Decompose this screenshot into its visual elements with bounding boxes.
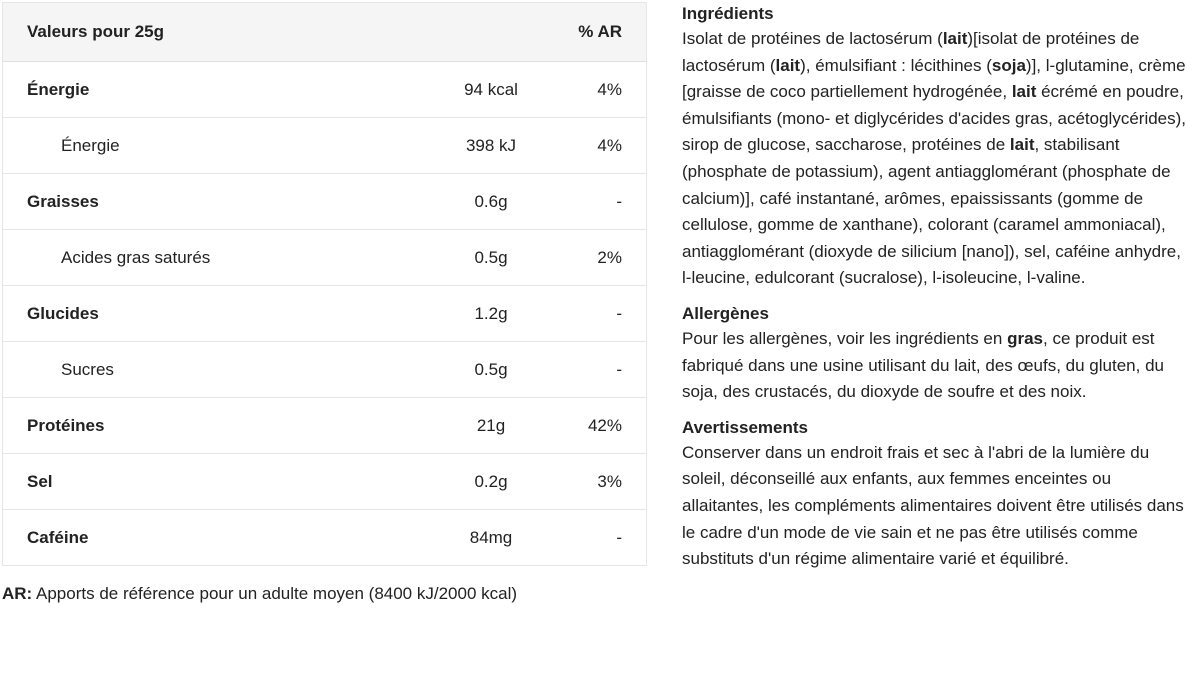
nutrient-ar: - bbox=[571, 286, 647, 342]
nutrient-value: 398 kJ bbox=[411, 118, 571, 174]
table-header-row bbox=[3, 3, 647, 62]
nutrition-table bbox=[2, 2, 647, 566]
table-row bbox=[3, 398, 647, 454]
nutrition-table-body bbox=[3, 62, 647, 566]
nutrient-value: 0.2g bbox=[411, 454, 571, 510]
nutrient-name: Glucides bbox=[3, 286, 412, 342]
nutrient-ar: 42% bbox=[571, 398, 647, 454]
table-row bbox=[3, 342, 647, 398]
allergen-highlight: soja bbox=[991, 55, 1026, 75]
nutrient-value: 0.5g bbox=[411, 230, 571, 286]
allergen-highlight: lait bbox=[1011, 82, 1037, 102]
text-segment: )[isolat de protéines de lactosérum ( bbox=[682, 29, 1140, 75]
nutrient-value: 0.6g bbox=[411, 174, 571, 230]
text-segment: Pour les allergènes, voir les ingrédients en bbox=[682, 328, 1008, 348]
allergen-highlight: lait bbox=[942, 29, 968, 48]
allergen-highlight: gras bbox=[1007, 328, 1043, 348]
warnings-title: Avertissements bbox=[682, 417, 808, 437]
allergen-highlight: lait bbox=[775, 55, 801, 75]
ingredients-title: Ingrédients bbox=[682, 4, 774, 23]
nutrient-name: Caféine bbox=[3, 510, 412, 566]
allergen-highlight: lait bbox=[1009, 135, 1035, 155]
allergens-title: Allergènes bbox=[682, 303, 769, 323]
text-segment: , ce produit est fabriqué dans une usine utilisant du lait, des œufs, du gluten, du soja, des crustacés, du dioxyde de soufre et des noix. bbox=[682, 328, 1164, 402]
header-values-per: Valeurs pour 25g bbox=[3, 3, 412, 62]
table-row bbox=[3, 286, 647, 342]
nutrient-ar: 3% bbox=[571, 454, 647, 510]
nutrient-name: Énergie bbox=[3, 118, 412, 174]
text-segment: )], l-glutamine, crème [graisse de coco partiellement hydrogénée, bbox=[682, 55, 1186, 102]
nutrient-ar: 2% bbox=[571, 230, 647, 286]
table-row bbox=[3, 230, 647, 286]
nutrient-value: 84mg bbox=[411, 510, 571, 566]
footnote-text: Apports de référence pour un adulte moyen (8400 kJ/2000 kcal) bbox=[32, 584, 518, 603]
nutrient-value: 21g bbox=[411, 398, 571, 454]
table-row bbox=[3, 510, 647, 566]
nutrition-panel bbox=[2, 2, 647, 604]
nutrient-ar: - bbox=[571, 510, 647, 566]
text-segment: , stabilisant (phosphate de potassium), agent antiagglomérant (phosphate de calcium)], café instantané, arômes, epaississants (gomme de cellulose, gomme de xanthane), colorant (caramel ammoniacal), antiagglomérant (dioxyde de silicium [nano]), sel, caféine anhydre, l-leucine, edulcorant (sucralose), l-isoleucine, l-valine. bbox=[682, 135, 1181, 288]
nutrient-value: 94 kcal bbox=[411, 62, 571, 118]
nutrient-name: Sucres bbox=[3, 342, 412, 398]
ingredients-text bbox=[682, 26, 1192, 292]
nutrient-ar: - bbox=[571, 174, 647, 230]
allergens-text bbox=[682, 326, 1192, 406]
nutrient-ar: 4% bbox=[571, 62, 647, 118]
text-segment: Isolat de protéines de lactosérum ( bbox=[682, 29, 943, 48]
nutrient-name: Acides gras saturés bbox=[3, 230, 412, 286]
nutrient-ar: 4% bbox=[571, 118, 647, 174]
nutrient-name: Sel bbox=[3, 454, 412, 510]
table-row bbox=[3, 174, 647, 230]
text-segment: ), émulsifiant : lécithines ( bbox=[800, 55, 992, 75]
ar-footnote bbox=[2, 584, 647, 604]
header-ar: % AR bbox=[571, 3, 647, 62]
nutrient-value: 0.5g bbox=[411, 342, 571, 398]
table-row bbox=[3, 454, 647, 510]
warnings-text: Conserver dans un endroit frais et sec à l'abri de la lumière du soleil, déconseillé aux enfants, aux femmes enceintes ou allaitantes, les compléments alimentaires doivent être utilisés dans le cadre d'un mode de vie sain et ne pas être utilisés comme substituts d'un régime alimentaire varié et équilibré. bbox=[682, 442, 1184, 569]
nutrient-name: Graisses bbox=[3, 174, 412, 230]
text-segment: écrémé en poudre, émulsifiants (mono- et diglycérides d'acides gras, acétoglycérides), sirop de glucose, saccharose, protéines de bbox=[682, 82, 1187, 155]
header-value bbox=[411, 3, 571, 62]
footnote-label: AR: bbox=[2, 584, 33, 603]
nutrient-name: Protéines bbox=[3, 398, 412, 454]
product-info bbox=[682, 2, 1192, 583]
nutrient-name: Énergie bbox=[3, 62, 412, 118]
nutrient-value: 1.2g bbox=[411, 286, 571, 342]
nutrient-ar: - bbox=[571, 342, 647, 398]
table-row bbox=[3, 62, 647, 118]
table-row bbox=[3, 118, 647, 174]
